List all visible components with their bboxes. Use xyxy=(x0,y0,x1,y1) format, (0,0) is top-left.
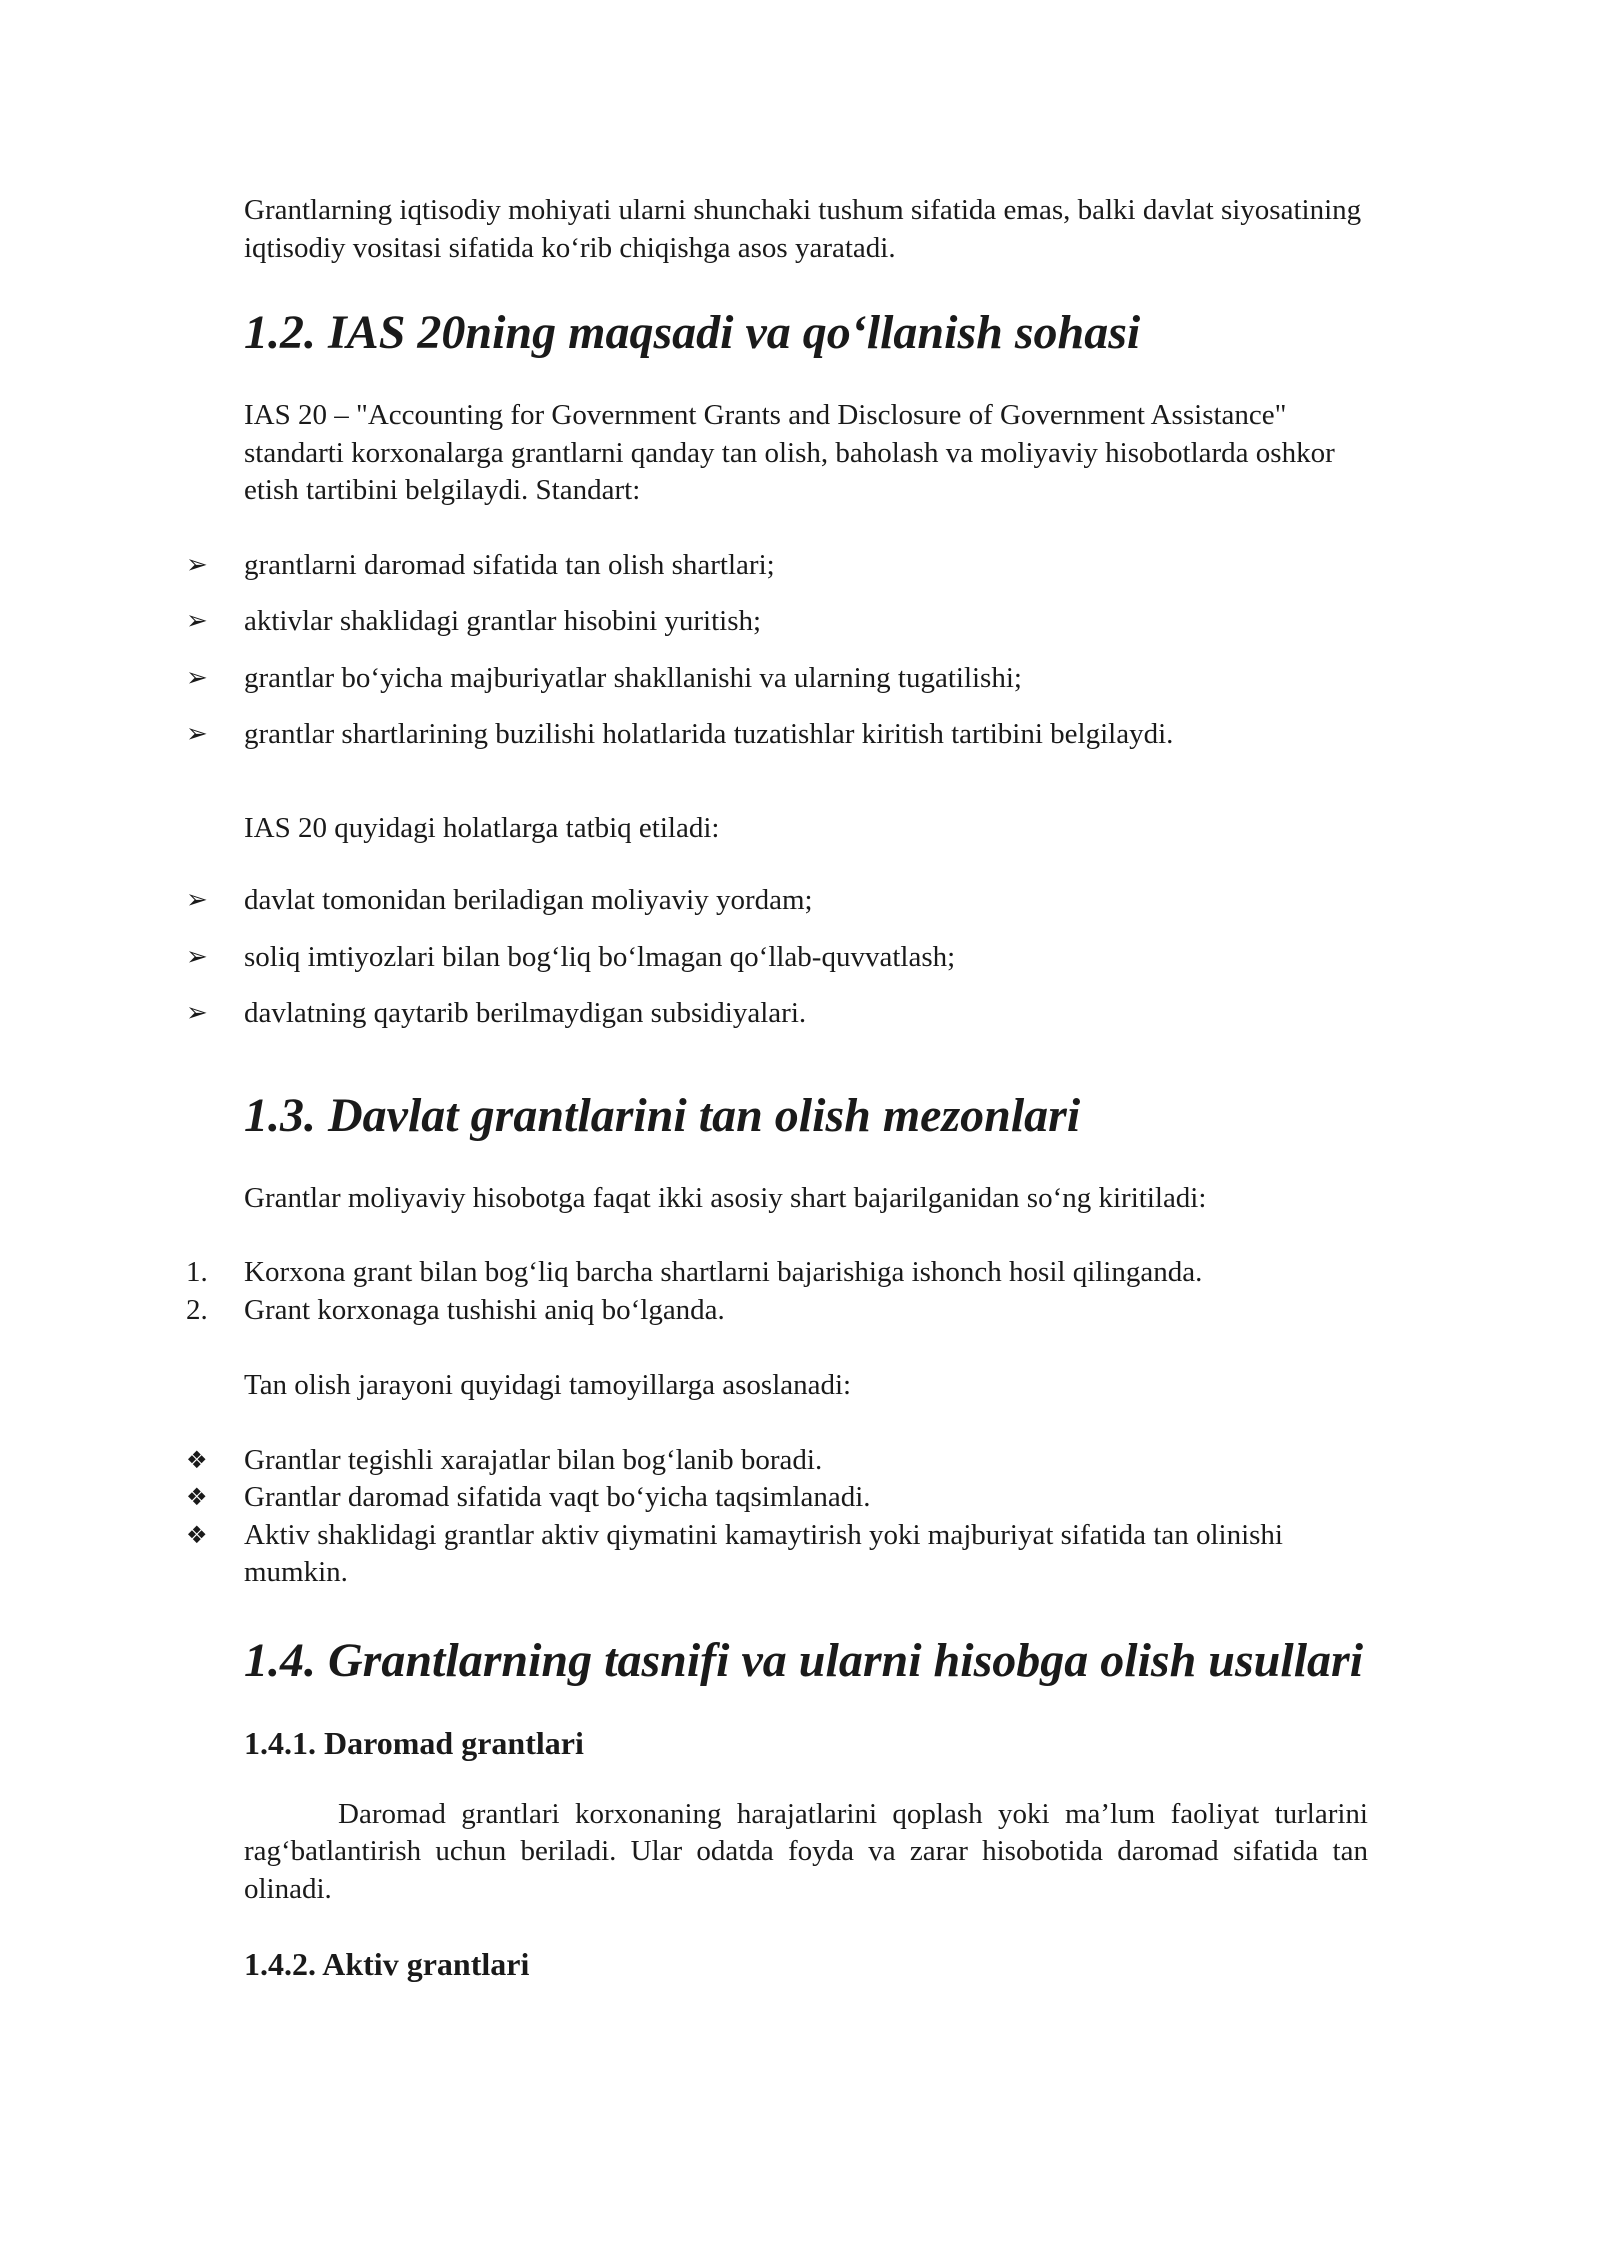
recognition-conditions-list xyxy=(186,1254,1368,1329)
list-item: ➢ davlatning qaytarib berilmaydigan subsidiyalari. xyxy=(244,995,1368,1033)
arrow-bullet-icon: ➢ xyxy=(186,606,208,636)
arrow-bullet-icon: ➢ xyxy=(186,719,208,749)
arrow-bullet-icon: ➢ xyxy=(186,885,208,915)
subsection-heading-1-4-2: 1.4.2. Aktiv grantlari xyxy=(244,1946,530,1982)
list-item: ❖ Grantlar daromad sifatida vaqt bo‘yicha taqsimlanadi. xyxy=(244,1479,1368,1517)
section-heading-1-3: 1.3. Davlat grantlarini tan olish mezonlari xyxy=(244,1088,1081,1142)
arrow-bullet-icon: ➢ xyxy=(186,998,208,1028)
section-1-2-paragraph: IAS 20 – "Accounting for Government Grants and Disclosure of Government Assistance" standarti korxonalarga grantlarni qanday tan olish, baholash va moliyaviy hisobotlarda oshkor etish tartibini belgilaydi. Standart: xyxy=(244,399,1335,506)
list-item: ➢ davlat tomonidan beriladigan moliyaviy yordam; xyxy=(244,882,1368,920)
application-cases-list xyxy=(186,882,1368,1033)
diamond-bullet-icon: ❖ xyxy=(186,1445,208,1474)
section-1-3-paragraph-2: Tan olish jarayoni quyidagi tamoyillarga asoslanadi: xyxy=(244,1369,852,1401)
section-heading-1-4: 1.4. Grantlarning tasnifi va ularni hisobga olish usullari xyxy=(244,1633,1364,1687)
principles-list xyxy=(186,1442,1368,1592)
diamond-bullet-icon: ❖ xyxy=(186,1520,208,1549)
list-item: ➢ grantlarni daromad sifatida tan olish shartlari; xyxy=(244,547,1368,585)
page-content xyxy=(186,192,1368,1984)
list-item: ➢ aktivlar shaklidagi grantlar hisobini yuritish; xyxy=(244,603,1368,641)
standard-scope-list xyxy=(186,547,1368,754)
subsection-1-4-1-paragraph: Daromad grantlari korxonaning harajatlarini qoplash yoki ma’lum faoliyat turlarini rag‘batlantirish uchun beriladi. Ular odatda foyda va zarar hisobotida daromad sifatida tan olinadi. xyxy=(244,1797,1368,1905)
list-item: ➢ grantlar bo‘yicha majburiyatlar shakllanishi va ularning tugatilishi; xyxy=(244,660,1368,698)
list-item: ❖ Aktiv shaklidagi grantlar aktiv qiymatini kamaytirish yoki majburiyat sifatida tan olinishi mumkin. xyxy=(186,1518,1283,1588)
diamond-bullet-icon: ❖ xyxy=(186,1483,208,1511)
list-item: ➢ soliq imtiyozlari bilan bog‘liq bo‘lmagan qo‘llab-quvvatlash; xyxy=(244,939,1368,977)
arrow-bullet-icon: ➢ xyxy=(186,941,208,972)
list-item: ❖ Grantlar tegishli xarajatlar bilan bog‘lanib boradi. xyxy=(244,1442,1368,1480)
list-item: 2. Grant korxonaga tushishi aniq bo‘lganda. xyxy=(186,1293,725,1326)
list-item: ➢ grantlar shartlarining buzilishi holatlarida tuzatishlar kiritish tartibini belgilaydi. xyxy=(244,716,1368,754)
subsection-heading-1-4-1: 1.4.1. Daromad grantlari xyxy=(244,1724,584,1761)
intro-paragraph: Grantlarning iqtisodiy mohiyati ularni shunchaki tushum sifatida emas, balki davlat siyosatining iqtisodiy vositasi sifatida ko‘rib chiqishga asos yaratadi. xyxy=(244,194,1362,264)
section-1-3-paragraph: Grantlar moliyaviy hisobotga faqat ikki asosiy shart bajarilganidan so‘ng kiritiladi: xyxy=(244,1181,1207,1214)
section-1-2-paragraph-2: IAS 20 quyidagi holatlarga tatbiq etiladi: xyxy=(244,811,720,844)
list-item: 1. Korxona grant bilan bog‘liq barcha shartlarni bajarishiga ishonch hosil qilinganda. xyxy=(186,1256,1203,1288)
section-heading-1-2: 1.2. IAS 20ning maqsadi va qo‘llanish sohasi xyxy=(244,306,1141,359)
arrow-bullet-icon: ➢ xyxy=(186,662,208,693)
arrow-bullet-icon: ➢ xyxy=(186,549,208,580)
